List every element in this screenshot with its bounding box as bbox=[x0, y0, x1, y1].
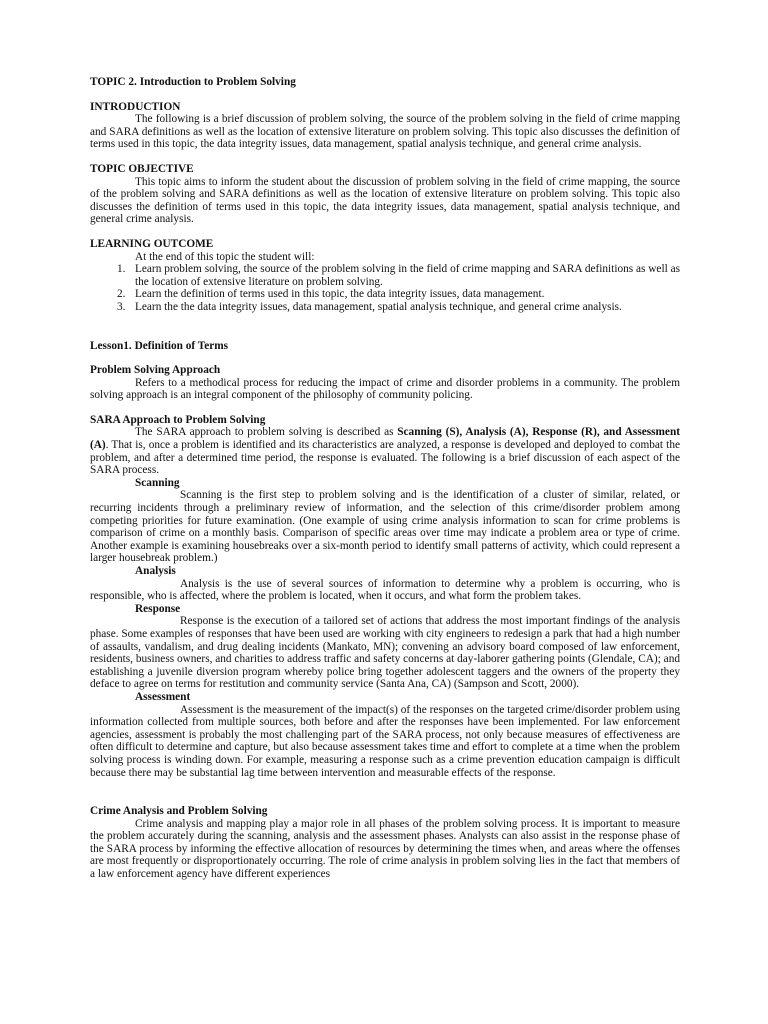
introduction-heading: INTRODUCTION bbox=[90, 100, 181, 113]
analysis-heading: Analysis bbox=[135, 565, 176, 577]
list-item bbox=[90, 301, 680, 314]
response-text: Response is the execution of a tailored set of actions that address the most important findings of the analysis phase. Some examples of responses that have been used are working with city engineers to redesign a park that had a high number of assaults, vandalism, and drug dealing incidents (Mankato, MN); convening an advisory board composed of law enforcement, residents, business owners, and charities to address traffic and safety concerns at day-laborer gathering points (Glendale, CA); and establishing a juvenile diversion program whereby police bring together adolescent taggers and the owners of the property they deface to agree on terms for restitution and community service (Santa Ana, CA) (Sampson and Scott, 2000). bbox=[90, 615, 680, 691]
list-item-number: 1. bbox=[117, 263, 126, 276]
list-item-text: Learn the definition of terms used in this topic, the data integrity issues, data management. bbox=[135, 288, 545, 301]
list-item-text: Learn the the data integrity issues, data management, spatial analysis technique, and general crime analysis. bbox=[135, 300, 622, 313]
objective-heading: TOPIC OBJECTIVE bbox=[90, 162, 194, 175]
topic-title: TOPIC 2. Introduction to Problem Solving bbox=[90, 76, 296, 88]
sara-text-bold: Scanning (S), Analysis (A), Response (R), and Assessment (A) bbox=[90, 426, 680, 452]
response-heading: Response bbox=[135, 602, 181, 615]
outcome-heading: LEARNING OUTCOME bbox=[90, 237, 214, 250]
sara-text-a: The SARA approach to problem solving is described as bbox=[135, 426, 398, 439]
capss-heading: Crime Analysis and Problem Solving bbox=[90, 805, 268, 818]
objective-text: This topic aims to inform the student about the discussion of problem solving in the field of crime mapping, the source of the problem solving and SARA definitions as well as the location of extensive literature on problem solving. This topic also discusses the definition of terms used in this topic, the data integrity issues, data management, spatial analysis technique, and general crime analysis. bbox=[90, 175, 680, 226]
capss-text: Crime analysis and mapping play a major role in all phases of the problem solving process. It is important to measure the problem accurately during the scanning, analysis and the assessment phases. Analysts can also assist in the response phase of the SARA process by informing the effective allocation of resources by determining the times when, and areas where the offenses are most frequently or disproportionately occurring. The role of crime analysis in problem solving lies in the fact that members of a law enforcement agency have different experiences bbox=[90, 817, 680, 881]
outcome-intro: At the end of this topic the student will: bbox=[135, 250, 315, 263]
assessment-heading: Assessment bbox=[135, 690, 191, 703]
list-item-number: 3. bbox=[117, 300, 126, 313]
scanning-heading: Scanning bbox=[135, 476, 180, 489]
lesson-heading: Lesson1. Definition of Terms bbox=[90, 339, 229, 352]
assessment-text: Assessment is the measurement of the impact(s) of the responses on the targeted crime/disorder problem using information collected from multiple sources, both before and after the responses have been implemented. For law enforcement agencies, assessment is probably the most challenging part of the SARA process, not only because measures of effectiveness are often difficult to determine and capture, but also because assessment takes time and effort to complete at a time when the problem solving process is winding down. For example, measuring a response such as a crime prevention education campaign is difficult because there may be substantial lag time between intervention and measurable effects of the response. bbox=[90, 703, 680, 779]
outcome-list bbox=[90, 263, 680, 313]
list-item bbox=[90, 288, 680, 301]
sara-text-b: . That is, once a problem is identified and its characteristics are analyzed, a response is developed and deployed to combat the problem, and after a determined time period, the response is evaluated. The following is a brief discussion of each aspect of the SARA process. bbox=[90, 439, 680, 477]
scanning-text: Scanning is the first step to problem solving and is the identification of a cluster of similar, related, or recurring incidents through a preliminary review of information, and the selection of this crime/disorder problem among competing priorities for future examination. (One example of using crime analysis information to scan for crime problems is comparison of crime on a monthly basis. Comparison of specific areas over time may indicate a problem area or type of crime. Another example is examining housebreaks over a six-month period to identify small patterns of activity, which could represent a larger housebreak problem.) bbox=[90, 489, 680, 565]
document-page bbox=[90, 76, 680, 881]
sara-heading: SARA Approach to Problem Solving bbox=[90, 413, 266, 426]
list-item bbox=[90, 263, 680, 288]
psa-text: Refers to a methodical process for reducing the impact of crime and disorder problems in a community. The problem solving approach is an integral component of the philosophy of community policing. bbox=[90, 376, 680, 402]
sara-text bbox=[90, 426, 680, 476]
list-item-text: Learn problem solving, the source of the problem solving in the field of crime mapping and SARA definitions as well as the location of extensive literature on problem solving. bbox=[135, 263, 680, 288]
psa-heading: Problem Solving Approach bbox=[90, 364, 221, 377]
analysis-text: Analysis is the use of several sources of information to determine why a problem is occurring, who is responsible, who is affected, where the problem is located, when it occurs, and what form the problem takes. bbox=[90, 577, 680, 603]
list-item-number: 2. bbox=[117, 288, 126, 301]
introduction-text: The following is a brief discussion of problem solving, the source of the problem solving in the field of crime mapping and SARA definitions as well as the location of extensive literature on problem solving. This topic also discusses the definition of terms used in this topic, the data integrity issues, data management, spatial analysis technique, and general crime analysis. bbox=[90, 113, 680, 151]
